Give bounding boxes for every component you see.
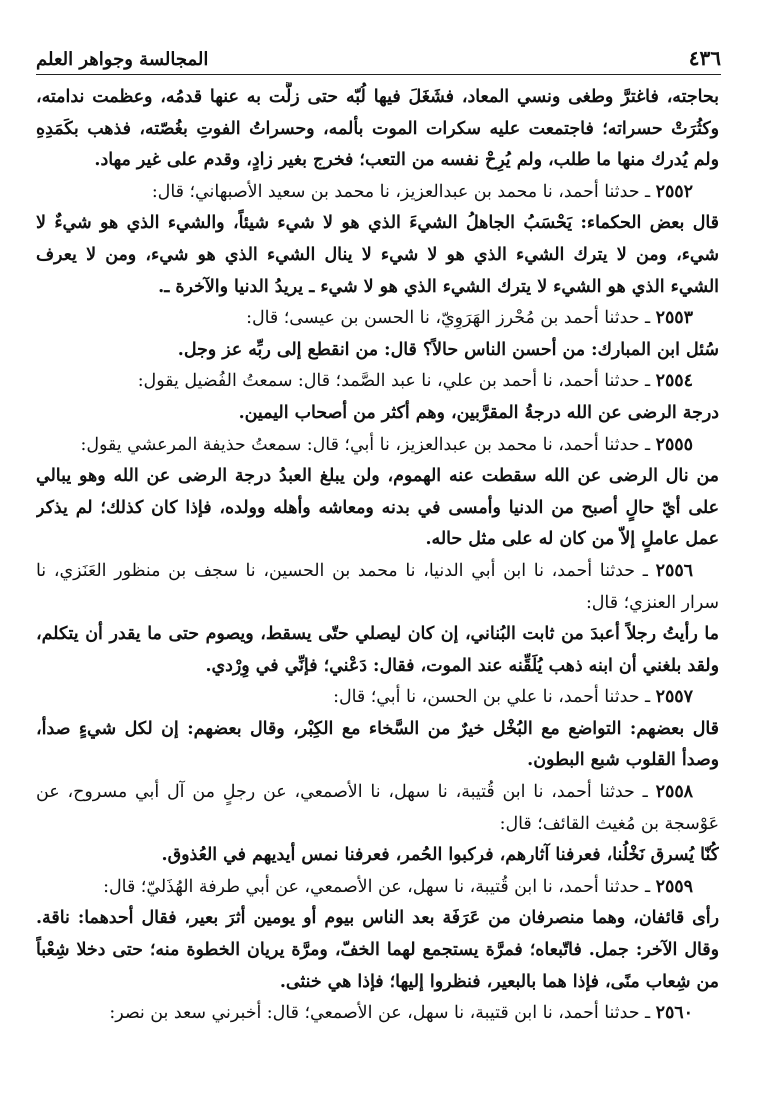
text-paragraph: كُنّا يُسرق نَخْلُنا، فعرفنا آثارهم، فركبوا الحُمر، فعرفنا نمس أيديهم في العُذوق. (161, 845, 719, 866)
narration-number: ٢٥٦٠ (655, 1003, 693, 1024)
text-paragraph: من نال الرضى عن الله سقطت عنه الهموم، ولن يبلغ العبدُ درجة الرضى عن الله وهو يبالي على أيّ حالٍ أصبح من الدنيا وأمسى في بدنه ومعاشه وأهله وولده، فإذا كان كذلك؛ لم يذكر عمل عاملٍ إلاّ من كان له على مثل حاله. (36, 466, 719, 550)
text-paragraph: سُئل ابن المبارك: من أحسن الناس حالاً؟ قال: من انقطع إلى ربِّه عز وجل. (177, 339, 719, 360)
narration-number: ٢٥٥٩ (655, 876, 693, 897)
text-paragraph: ما رأيتُ رجلاً أعبدَ من ثابت البُناني، إن كان ليصلي حتّى يسقط، ويصوم حتى ما يقدر أن يتكلم، ولقد بلغني أن ابنه ذهب يُلَقِّنه عند الموت، فقال: دَعْني؛ فإنِّي في وِرْدي. (36, 624, 719, 676)
isnad-text: ـ حدثنا أحمد، نا ابن قُتيبة، نا سهل، نا الأصمعي، عن رجلٍ من آل أبي مسروح، عن عَوْسجة بن مُغيث القائف؛ قال: (36, 782, 719, 834)
isnad-line (36, 777, 719, 840)
page-body (36, 82, 719, 1092)
isnad-text: ـ حدثنا أحمد، نا محمد بن عبدالعزيز، نا محمد بن سعيد الأصبهاني؛ قال: (151, 181, 651, 202)
isnad-text: ـ حدثنا أحمد، نا ابن قُتيبة، نا سهل، عن الأصمعي، عن أبي طرفة الهُذَليّ؛ قال: (103, 876, 651, 897)
page-number: ٤٣٦ (688, 46, 721, 70)
narration-number: ٢٥٥٢ (655, 181, 693, 202)
isnad-line (36, 682, 719, 714)
isnad-line (36, 430, 719, 462)
text-paragraph: درجة الرضى عن الله درجةُ المقرَّبين، وهم أكثر من أصحاب اليمين. (238, 402, 719, 423)
narration-number: ٢٥٥٨ (655, 782, 694, 803)
narration-number: ٢٥٥٧ (655, 687, 693, 708)
isnad-text: ـ حدثنا أحمد، نا محمد بن عبدالعزيز، نا أبي؛ قال: سمعتُ حذيفة المرعشي يقول: (80, 434, 651, 455)
isnad-line (36, 366, 719, 398)
isnad-line (36, 998, 719, 1030)
isnad-line (36, 872, 719, 904)
narration-number: ٢٥٥٥ (655, 434, 693, 455)
isnad-text: ـ حدثنا أحمد بن مُحْرز الهَرَوِيّ، نا الحسن بن عيسى؛ قال: (246, 308, 651, 329)
narration-number: ٢٥٥٣ (655, 308, 693, 329)
text-paragraph: قال بعض الحكماء: يَحْسَبُ الجاهلُ الشيءَ الذي هو لا شيء شيئاً، والشيء الذي هو شيءٌ لا شيء، ومن لا يترك الشيء الذي هو لا شيء لا ينال الشيء الذي هو شيء، ومن لا يعرف الشيء الذي هو الشيء لا يترك الشيء الذي هو لا شيء ـ يريدُ الدنيا والآخرة ـ. (36, 213, 719, 297)
isnad-line (36, 177, 719, 209)
text-paragraph: رأى قائفان، وهما منصرفان من عَرَفَة بعد الناس بيوم أو يومين أثرَ بعير، فقال أحدهما: ناقة. وقال الآخر: جمل. فاتّبعاه؛ فمرَّة يستجمع لهما الخفّ، ومرَّة يريان الخطوة منه؛ حتى دخلا شِعْباً من شِعاب منًى، فإذا هما بالبعير، فنظروا إليها؛ فإذا هي خنثى. (36, 908, 719, 992)
text-paragraph: قال بعضهم: التواضع مع البُخْل خيرٌ من السَّخاء مع الكِبْر، وقال بعضهم: إن لكل شيءٍ صدأ، وصدأ القلوب شبع البطون. (36, 718, 719, 771)
narration-number: ٢٥٥٤ (655, 371, 693, 392)
isnad-text: ـ حدثنا أحمد، نا ابن قتيبة، نا سهل، عن الأصمعي؛ قال: أخبرني سعد بن نصر: (109, 1003, 651, 1024)
narration-number: ٢٥٥٦ (655, 560, 694, 581)
text-paragraph: بحاجته، فاغترَّ وطغى ونسي المعاد، فشَغَلَ فيها لُبّه حتى زلَّت به عنها قدمُه، وعظمت ندامته، وكثُرَتْ حسراته؛ فاجتمعت عليه سكرات الموت بألمه، وحسراتُ الفوتِ بغُصّته، فذهب بكَمَدِهِ ولم يُدرك منها ما طلب، ولم يُرِحْ نفسه من التعب؛ فخرج بغير زادٍ، وقدم على غير مهاد. (36, 87, 719, 171)
page-header (36, 34, 721, 75)
isnad-text: ـ حدثنا أحمد، نا علي بن الحسن، نا أبي؛ قال: (333, 687, 651, 708)
isnad-text: ـ حدثنا أحمد، نا ابن أبي الدنيا، نا محمد بن الحسين، نا سجف بن منظور العَنَزي، نا سرار العنزي؛ قال: (36, 560, 719, 613)
running-title: المجالسة وجواهر العلم (36, 49, 209, 70)
isnad-text: ـ حدثنا أحمد، نا أحمد بن علي، نا عبد الصَّمد؛ قال: سمعتُ الفُضيل يقول: (137, 371, 651, 392)
isnad-line (36, 556, 719, 619)
isnad-line (36, 303, 719, 335)
